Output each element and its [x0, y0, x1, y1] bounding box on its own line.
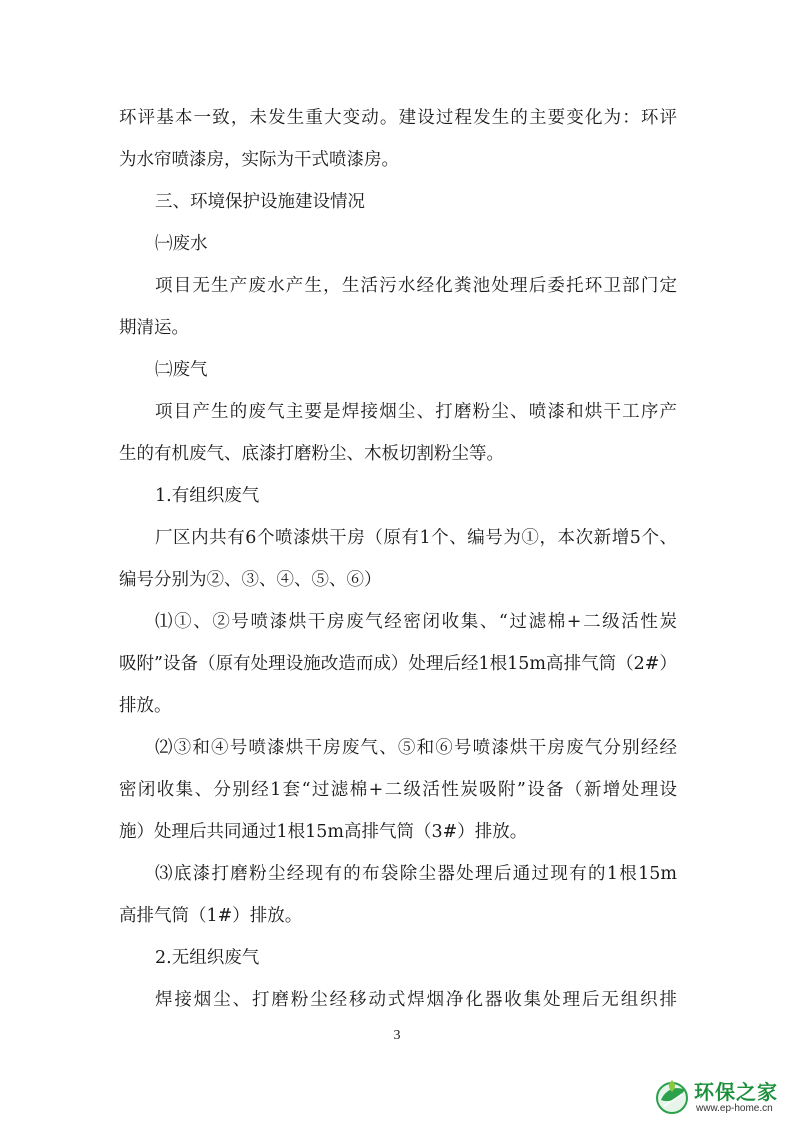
body-line: 焊接烟尘、打磨粉尘经移动式焊烟净化器收集处理后无组织排: [155, 990, 677, 1010]
section-heading: 三、环境保护设施建设情况: [155, 192, 365, 212]
body-line: 吸附”设备（原有处理设施改造而成）处理后经1根15m高排气筒（2#）: [119, 654, 677, 674]
body-line: 项目产生的废气主要是焊接烟尘、打磨粉尘、喷漆和烘干工序产: [155, 402, 677, 422]
subsection-heading: 2.无组织废气: [155, 948, 260, 968]
body-line: ⑶底漆打磨粉尘经现有的布袋除尘器处理后通过现有的1根15m: [155, 864, 677, 884]
body-line: 生的有机废气、底漆打磨粉尘、木板切割粉尘等。: [119, 444, 504, 464]
body-line: 项目无生产废水产生，生活污水经化粪池处理后委托环卫部门定: [155, 276, 677, 296]
subsection-heading: ㈠废水: [155, 234, 208, 254]
body-line: 编号分别为②、③、④、⑤、⑥）: [119, 570, 382, 590]
watermark-url: www.ep-home.cn: [696, 1103, 773, 1114]
watermark: [652, 1072, 794, 1120]
watermark-title: 环保之家: [694, 1080, 778, 1104]
body-line: 高排气筒（1#）排放。: [119, 906, 303, 926]
body-line: 密闭收集、分别经1套“过滤棉+二级活性炭吸附”设备（新增处理设: [119, 780, 677, 800]
body-line: 施）处理后共同通过1根15m高排气筒（3#）排放。: [119, 822, 528, 842]
subsection-heading: 1.有组织废气: [155, 486, 260, 506]
body-line: 排放。: [119, 696, 172, 716]
leaf-globe-icon: [652, 1076, 692, 1116]
body-line: 为水帘喷漆房，实际为干式喷漆房。: [119, 150, 399, 170]
body-line: 期清运。: [119, 318, 189, 338]
body-line: 环评基本一致，未发生重大变动。建设过程发生的主要变化为：环评: [119, 108, 677, 128]
page-number: 3: [393, 1028, 401, 1043]
subsection-heading: ㈡废气: [155, 360, 208, 380]
body-line: ⑴①、②号喷漆烘干房废气经密闭收集、“过滤棉+二级活性炭: [155, 612, 677, 632]
body-line: 厂区内共有6个喷漆烘干房（原有1个、编号为①，本次新增5个、: [155, 528, 677, 548]
body-line: ⑵③和④号喷漆烘干房废气、⑤和⑥号喷漆烘干房废气分别经经: [155, 738, 677, 758]
